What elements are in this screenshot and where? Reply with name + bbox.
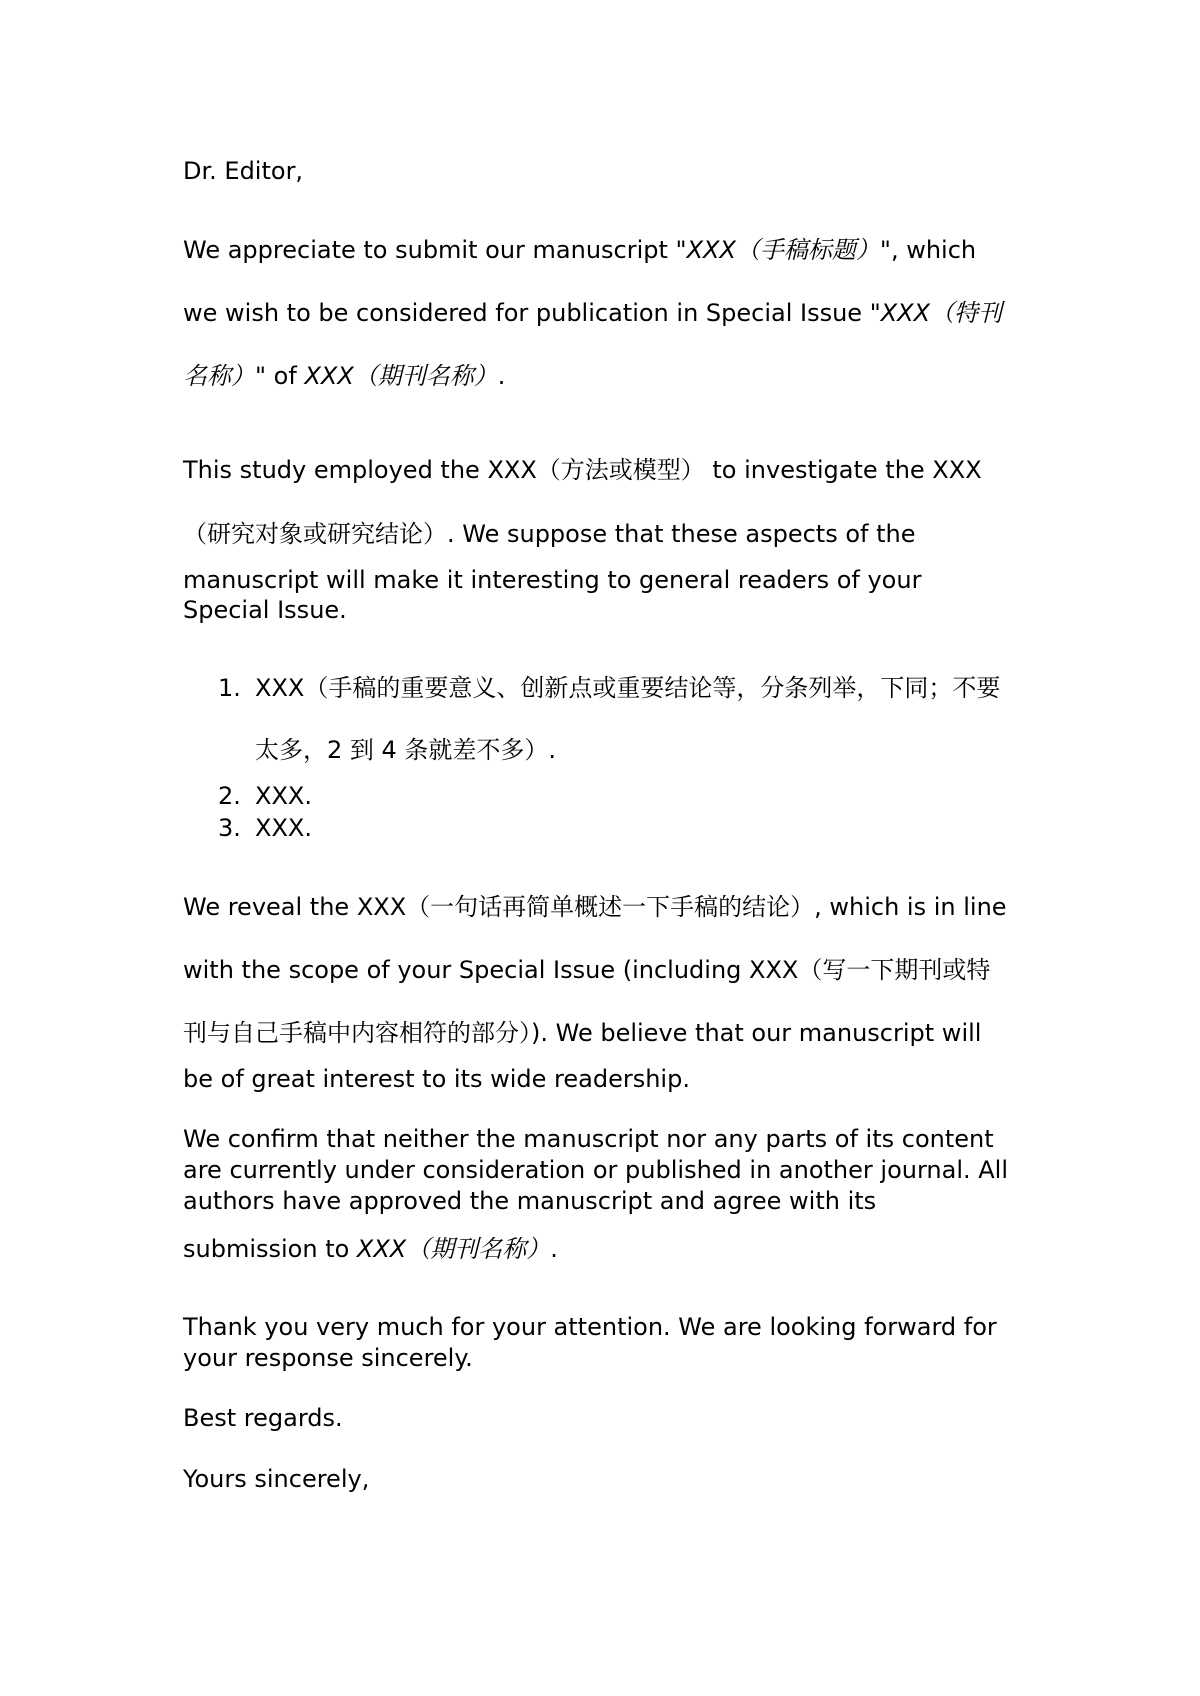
list-item-1-line1: XXX（手稿的重要意义、创新点或重要结论等，分条列举，下同；不要	[255, 674, 1001, 702]
para3-line2: with the scope of your Special Issue (including XXX（写一下期刊或特	[183, 956, 991, 984]
closing-best-regards: Best regards.	[183, 1404, 343, 1432]
list-item-2-number: 2.	[218, 782, 241, 810]
list-item-2: XXX.	[255, 782, 312, 810]
para2-line3: manuscript will make it interesting to general readers of your	[183, 566, 922, 594]
para1-line3-text-d: .	[497, 362, 506, 390]
para1-line1	[183, 235, 976, 265]
para4-line4-text-c: .	[550, 1235, 558, 1263]
salutation: Dr. Editor,	[183, 157, 304, 185]
para1-line1-text-a: We appreciate to submit our manuscript "	[183, 236, 687, 264]
manuscript-title-placeholder: XXX（手稿标题）	[686, 236, 880, 264]
para2-line1: This study employed the XXX（方法或模型） to investigate the XXX	[183, 456, 982, 484]
para4-line1: We confirm that neither the manuscript nor any parts of its content	[183, 1125, 994, 1153]
para3-line1: We reveal the XXX（一句话再简单概述一下手稿的结论）, which is in line	[183, 893, 1007, 921]
para4-line2: are currently under consideration or published in another journal. All	[183, 1156, 1009, 1184]
list-item-1-number: 1.	[218, 674, 241, 702]
closing-yours-sincerely: Yours sincerely,	[183, 1465, 370, 1493]
para3-line4: be of great interest to its wide readership.	[183, 1065, 690, 1093]
para4-line4-text-a: submission to	[183, 1235, 357, 1263]
para1-line2	[183, 298, 1002, 328]
special-issue-placeholder-b: 名称）	[183, 362, 255, 390]
journal-name-placeholder: XXX（期刊名称）	[304, 362, 498, 390]
list-item-3: XXX.	[255, 814, 312, 842]
special-issue-placeholder-a: XXX（特刊	[880, 299, 1003, 327]
para2-line4: Special Issue.	[183, 596, 347, 624]
list-item-1-line2: 太多，2 到 4 条就差不多）.	[255, 736, 557, 764]
para1-line1-text-c: ", which	[879, 236, 977, 264]
para5-line2: your response sincerely.	[183, 1344, 473, 1372]
list-item-3-number: 3.	[218, 814, 241, 842]
para3-line3: 刊与自己手稿中内容相符的部分）). We believe that our manuscript will	[183, 1019, 982, 1047]
para1-line2-text-a: we wish to be considered for publication in Special Issue "	[183, 299, 881, 327]
para2-line2: （研究对象或研究结论）. We suppose that these aspects of the	[183, 520, 916, 548]
para1-line3	[183, 361, 505, 391]
para4-line3: authors have approved the manuscript and agree with its	[183, 1187, 877, 1215]
para5-line1: Thank you very much for your attention. We are looking forward for	[183, 1313, 997, 1341]
para4-line4	[183, 1234, 558, 1264]
para1-line3-text-b: " of	[255, 362, 305, 390]
journal-name-placeholder-2: XXX（期刊名称）	[356, 1235, 551, 1263]
